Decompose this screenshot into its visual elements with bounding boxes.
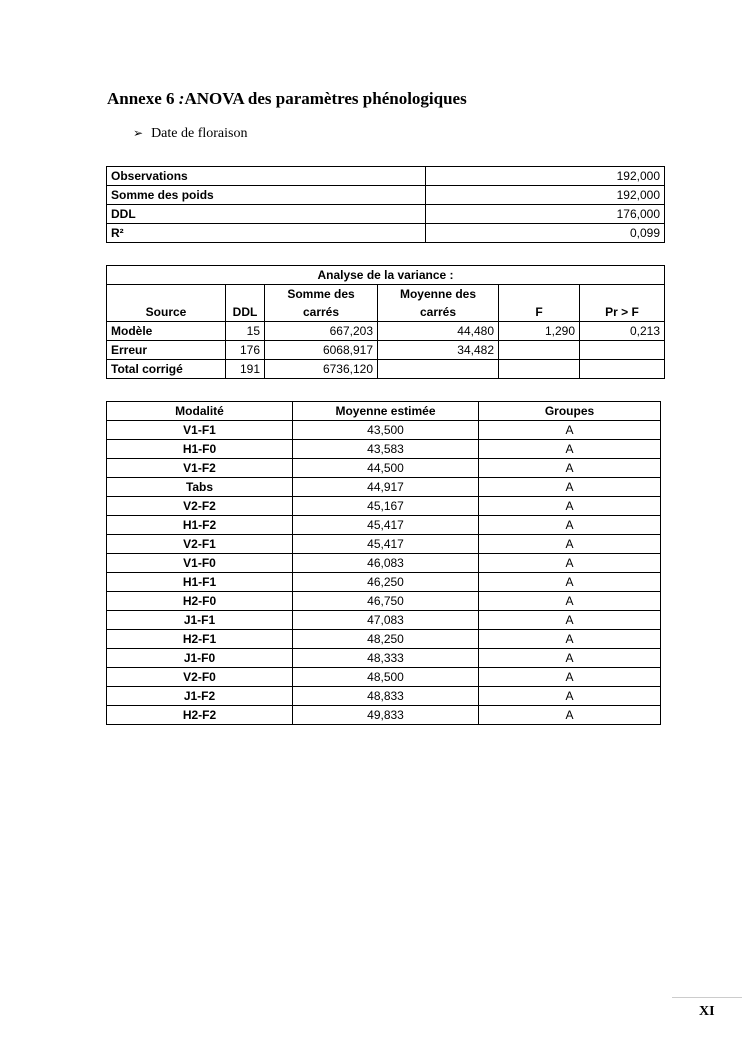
summary-value: 192,000 (426, 167, 665, 186)
mean-cell: 43,583 (293, 440, 479, 459)
header-p-top (580, 285, 665, 304)
header-f-top (499, 285, 580, 304)
group-cell: A (479, 687, 661, 706)
anova-p (580, 360, 665, 379)
modality-cell: H1-F2 (107, 516, 293, 535)
mean-cell: 48,333 (293, 649, 479, 668)
anova-ddl: 191 (226, 360, 265, 379)
anova-ms (378, 360, 499, 379)
header-p: Pr > F (580, 303, 665, 322)
modality-cell: J1-F0 (107, 649, 293, 668)
modality-cell: H2-F1 (107, 630, 293, 649)
modality-cell: J1-F1 (107, 611, 293, 630)
header-f: F (499, 303, 580, 322)
modality-cell: V1-F2 (107, 459, 293, 478)
group-cell: A (479, 611, 661, 630)
anova-p: 0,213 (580, 322, 665, 341)
summary-value: 192,000 (426, 186, 665, 205)
table-row (107, 573, 661, 592)
modality-cell: H1-F0 (107, 440, 293, 459)
summary-key: Somme des poids (107, 186, 426, 205)
group-cell: A (479, 649, 661, 668)
header-mean: Moyenne estimée (293, 402, 479, 421)
anova-ss: 6068,917 (265, 341, 378, 360)
table-row (107, 535, 661, 554)
table-row (107, 186, 665, 205)
anova-caption-row (107, 266, 665, 285)
anova-table-body (107, 266, 665, 379)
header-ms-top: Moyenne des (378, 285, 499, 304)
table-row (107, 322, 665, 341)
means-table (106, 401, 661, 725)
modality-cell: H1-F1 (107, 573, 293, 592)
group-cell: A (479, 459, 661, 478)
table-row (107, 224, 665, 243)
table-row (107, 668, 661, 687)
anova-p (580, 341, 665, 360)
header-source-top (107, 285, 226, 304)
means-table-body (107, 402, 661, 725)
title-text: ANOVA des paramètres phénologiques (184, 89, 467, 108)
mean-cell: 45,167 (293, 497, 479, 516)
group-cell: A (479, 573, 661, 592)
group-cell: A (479, 478, 661, 497)
anova-source: Modèle (107, 322, 226, 341)
anova-ddl: 15 (226, 322, 265, 341)
table-row (107, 630, 661, 649)
mean-cell: 48,250 (293, 630, 479, 649)
header-modality: Modalité (107, 402, 293, 421)
page-title (107, 89, 467, 109)
summary-table (106, 166, 665, 243)
footer-divider (672, 997, 742, 998)
mean-cell: 45,417 (293, 535, 479, 554)
mean-cell: 46,250 (293, 573, 479, 592)
anova-header-row-top (107, 285, 665, 304)
modality-cell: V2-F1 (107, 535, 293, 554)
anova-caption: Analyse de la variance : (107, 266, 665, 285)
mean-cell: 46,083 (293, 554, 479, 573)
bullet-label: Date de floraison (151, 126, 248, 141)
table-row (107, 341, 665, 360)
mean-cell: 47,083 (293, 611, 479, 630)
table-row (107, 360, 665, 379)
modality-cell: V2-F2 (107, 497, 293, 516)
header-ms-bottom: carrés (378, 303, 499, 322)
anova-table (106, 265, 665, 379)
anova-ms: 44,480 (378, 322, 499, 341)
table-row (107, 611, 661, 630)
group-cell: A (479, 668, 661, 687)
mean-cell: 44,917 (293, 478, 479, 497)
summary-table-body (107, 167, 665, 243)
group-cell: A (479, 706, 661, 725)
modality-cell: V1-F1 (107, 421, 293, 440)
anova-ms: 34,482 (378, 341, 499, 360)
header-group: Groupes (479, 402, 661, 421)
modality-cell: H2-F2 (107, 706, 293, 725)
group-cell: A (479, 535, 661, 554)
arrow-bullet-icon: ➢ (133, 126, 144, 140)
table-row (107, 706, 661, 725)
header-ddl: DDL (226, 303, 265, 322)
table-row (107, 649, 661, 668)
anova-source: Total corrigé (107, 360, 226, 379)
modality-cell: H2-F0 (107, 592, 293, 611)
mean-cell: 48,500 (293, 668, 479, 687)
table-row (107, 440, 661, 459)
group-cell: A (479, 440, 661, 459)
modality-cell: J1-F2 (107, 687, 293, 706)
table-row (107, 459, 661, 478)
anova-f (499, 360, 580, 379)
table-row (107, 554, 661, 573)
header-ss-bottom: carrés (265, 303, 378, 322)
table-row (107, 497, 661, 516)
table-row (107, 687, 661, 706)
page-number: XI (699, 1004, 715, 1019)
modality-cell: Tabs (107, 478, 293, 497)
bullet-item (133, 126, 247, 142)
mean-cell: 43,500 (293, 421, 479, 440)
header-ss-top: Somme des (265, 285, 378, 304)
summary-key: R² (107, 224, 426, 243)
title-colon: : (178, 89, 185, 108)
header-ddl-top (226, 285, 265, 304)
header-source: Source (107, 303, 226, 322)
group-cell: A (479, 497, 661, 516)
table-row (107, 592, 661, 611)
group-cell: A (479, 421, 661, 440)
anova-ddl: 176 (226, 341, 265, 360)
group-cell: A (479, 554, 661, 573)
group-cell: A (479, 516, 661, 535)
summary-key: Observations (107, 167, 426, 186)
modality-cell: V2-F0 (107, 668, 293, 687)
summary-value: 176,000 (426, 205, 665, 224)
table-row (107, 205, 665, 224)
means-header-row (107, 402, 661, 421)
modality-cell: V1-F0 (107, 554, 293, 573)
anova-ss: 6736,120 (265, 360, 378, 379)
anova-ss: 667,203 (265, 322, 378, 341)
table-row (107, 478, 661, 497)
mean-cell: 45,417 (293, 516, 479, 535)
mean-cell: 44,500 (293, 459, 479, 478)
anova-header-row-bottom (107, 303, 665, 322)
table-row (107, 167, 665, 186)
anova-source: Erreur (107, 341, 226, 360)
anova-f (499, 341, 580, 360)
mean-cell: 48,833 (293, 687, 479, 706)
anova-f: 1,290 (499, 322, 580, 341)
summary-key: DDL (107, 205, 426, 224)
summary-value: 0,099 (426, 224, 665, 243)
title-prefix: Annexe 6 (107, 89, 179, 108)
table-row (107, 516, 661, 535)
table-row (107, 421, 661, 440)
group-cell: A (479, 592, 661, 611)
mean-cell: 46,750 (293, 592, 479, 611)
group-cell: A (479, 630, 661, 649)
mean-cell: 49,833 (293, 706, 479, 725)
